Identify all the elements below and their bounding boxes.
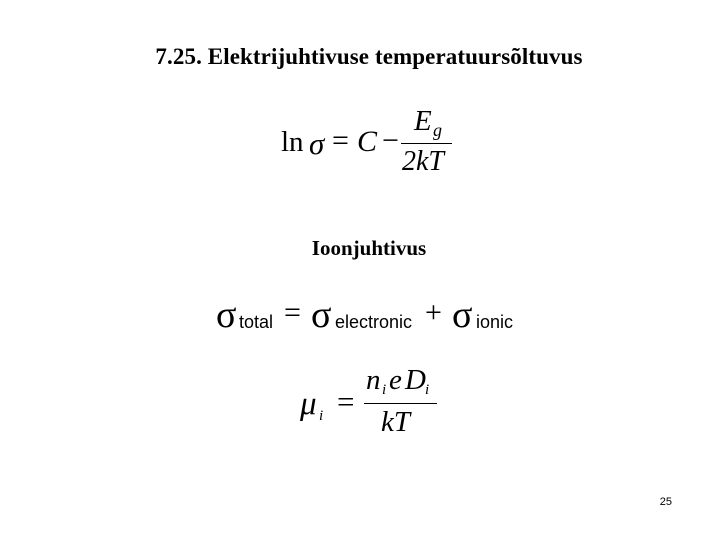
- fraction-bar-2: [364, 403, 437, 404]
- sigma-symbol: σ: [309, 126, 325, 161]
- numerator-d-subscript-i: i: [425, 382, 430, 398]
- numerator-subscript-g: g: [433, 120, 442, 140]
- equals-sign: =: [332, 124, 349, 157]
- minus-sign: −: [382, 124, 399, 157]
- mu-symbol: μ: [300, 386, 317, 422]
- numerator-n: n: [366, 364, 381, 396]
- denominator-kt: kT: [381, 406, 410, 438]
- equals-sign-3: =: [337, 384, 355, 419]
- subscript-ionic: ionic: [476, 312, 514, 332]
- sigma-total-symbol: σ: [216, 294, 237, 336]
- subscript-electronic: electronic: [335, 312, 413, 332]
- section-heading: Ioonjuhtivus: [311, 236, 427, 260]
- numerator-n-subscript-i: i: [382, 382, 387, 398]
- fraction-bar: [401, 143, 452, 144]
- sigma-electronic-symbol: σ: [311, 294, 332, 336]
- ln-function: ln: [281, 126, 304, 158]
- numerator-e: e: [389, 364, 402, 396]
- plus-sign: +: [425, 296, 442, 329]
- numerator-e: E: [414, 105, 432, 137]
- mu-subscript-i: i: [319, 408, 324, 424]
- numerator-d: D: [405, 364, 426, 396]
- sigma-ionic-symbol: σ: [452, 294, 473, 336]
- denominator-2kt: 2kT: [402, 146, 444, 177]
- slide-title: 7.25. Elektrijuhtivuse temperatuursõltuvus: [155, 44, 583, 69]
- equals-sign-2: =: [284, 296, 301, 329]
- subscript-total: total: [239, 312, 274, 332]
- constant-c: C: [357, 125, 378, 158]
- page-number: 25: [659, 496, 672, 508]
